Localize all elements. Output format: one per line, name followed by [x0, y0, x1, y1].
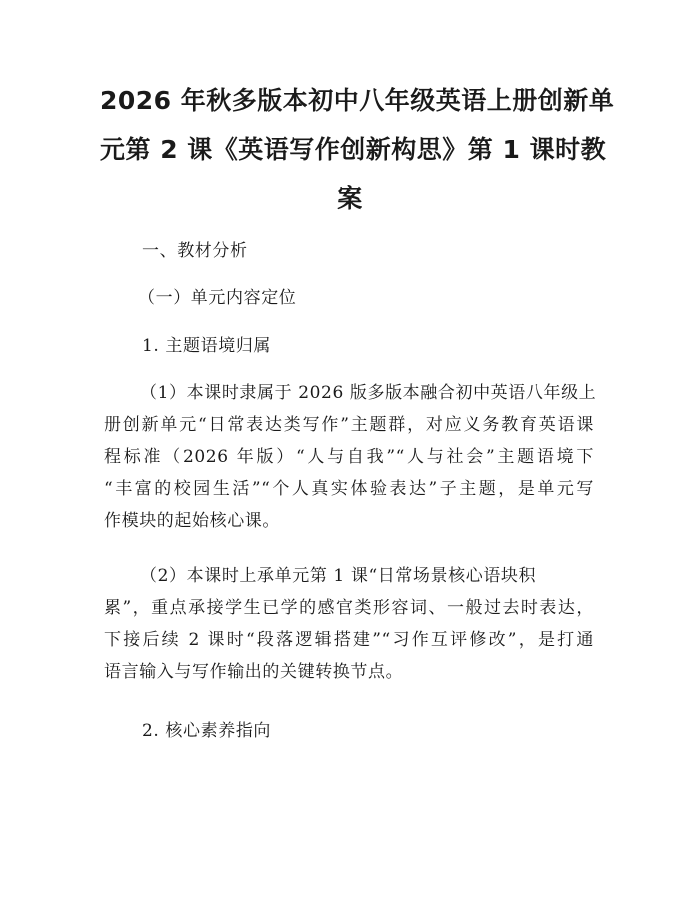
paragraph-1-line-3: 程标准（2026 年版）“人与自我”“人与社会”主题语境下 — [104, 447, 594, 467]
paragraph-1-line-1: （1）本课时隶属于 2026 版多版本融合初中英语八年级上 — [140, 383, 597, 403]
paragraph-2-line-4: 语言输入与写作输出的关键转换节点。 — [104, 662, 404, 682]
paragraph-2-line-2: 累”，重点承接学生已学的感官类形容词、一般过去时表达， — [104, 598, 594, 618]
section-heading: 一、教材分析 — [142, 241, 248, 261]
item-heading: 2. 核心素养指向 — [142, 721, 272, 741]
paragraph-2-line-1: （2）本课时上承单元第 1 课“日常场景核心语块积 — [140, 566, 537, 586]
document-title-line-3: 案 — [337, 184, 363, 213]
item-heading: 1. 主题语境归属 — [142, 336, 272, 356]
paragraph-2-line-3: 下接后续 2 课时“段落逻辑搭建”“习作互评修改”，是打通 — [104, 630, 594, 650]
paragraph-1-line-4: “丰富的校园生活”“个人真实体验表达”子主题，是单元写 — [104, 479, 594, 499]
document-title-line-1: 2026 年秋多版本初中八年级英语上册创新单 — [100, 86, 615, 115]
paragraph-1-line-2: 册创新单元“日常表达类写作”主题群，对应义务教育英语课 — [104, 415, 594, 435]
subsection-heading: （一）单元内容定位 — [138, 288, 297, 308]
document-title-line-2: 元第 2 课《英语写作创新构思》第 1 课时教 — [100, 135, 607, 164]
paragraph-1-line-5: 作模块的起始核心课。 — [104, 511, 280, 531]
